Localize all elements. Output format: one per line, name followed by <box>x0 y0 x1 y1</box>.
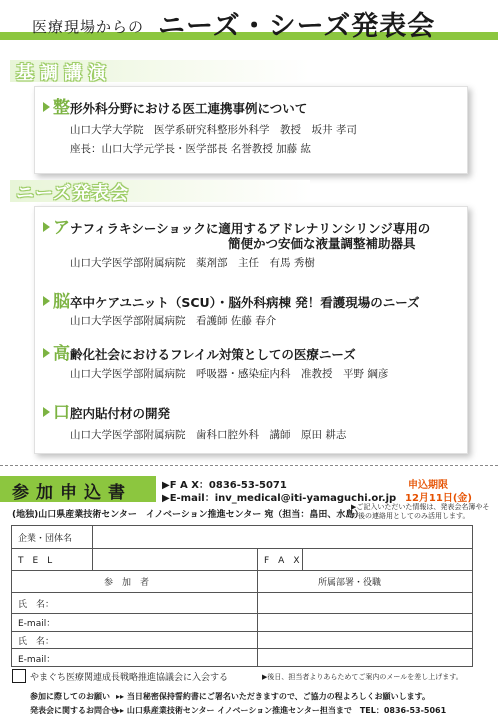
page-title: ニーズ・シーズ発表会 <box>158 11 436 42</box>
needs-speaker-1: 山口大学医学部附属病院 薬剤部 主任 有馬 秀樹 <box>70 257 315 269</box>
fax-label: F A X <box>264 556 300 566</box>
needs-section-title: ニーズ発表会 <box>16 183 130 204</box>
cut-line <box>0 465 498 466</box>
application-form <box>11 525 473 667</box>
needs-speaker-2: 山口大学医学部附属病院 看護師 佐藤 春介 <box>70 315 277 327</box>
needs-speaker-3: 山口大学医学部附属病院 呼吸器・感染症内科 准教授 平野 綱彦 <box>70 368 389 380</box>
bullet-triangle-icon <box>43 407 50 417</box>
bullet-triangle-icon <box>43 222 50 232</box>
form-col-divider <box>92 526 93 570</box>
recipient: (地独)山口県産業技術センター イノベーション推進センター 宛（担当：畠田、水島） <box>12 510 364 520</box>
application-title: 参加申込書 <box>12 483 132 503</box>
fax-contact: ▶F A X：0836-53-5071 <box>162 480 287 491</box>
org-label: 企業・団体名 <box>18 534 73 544</box>
form-row-divider <box>12 570 472 571</box>
bullet-triangle-icon <box>43 296 50 306</box>
form-row-divider <box>12 592 472 593</box>
keynote-chair: 座長：山口大学元学長・医学部長 名誉教授 加藤 紘 <box>70 143 312 155</box>
name-label-2: 氏 名： <box>18 637 55 647</box>
email-label-1: E-mail： <box>18 619 56 629</box>
header-subtitle: 医療現場からの <box>32 18 145 36</box>
needs-topic-1-line2: 簡便かつ安価な液量調整補助器具 <box>228 236 416 251</box>
deadline-date: 12月11日(金) <box>405 493 472 504</box>
needs-topic-1: アナフィラキシーショックに適用するアドレナリンシリンジ専用の <box>53 218 431 238</box>
tel-field[interactable] <box>98 551 252 567</box>
org-field[interactable] <box>98 529 466 545</box>
dept-header: 所属部署・役職 <box>318 578 382 588</box>
form-row-divider <box>12 613 472 614</box>
join-council-note: ▶後日、担当者よりあらためてご案内のメールを差し上げます。 <box>262 673 463 681</box>
keynote-topic <box>53 93 307 118</box>
form-row-divider <box>12 631 472 632</box>
email-contact[interactable]: ▶E-mail：inv_medical@iti-yamaguchi.or.jp <box>162 493 397 504</box>
form-col-divider <box>257 548 258 666</box>
keynote-topic-first: 整 <box>53 98 70 118</box>
needs-topic-4: 口腔内貼付材の開発 <box>53 403 171 423</box>
footer-line-2-label: 発表会に関するお問合せ <box>30 706 118 715</box>
join-council-checkbox[interactable] <box>12 669 26 683</box>
deadline-label: 申込期限 <box>408 480 448 491</box>
keynote-speaker: 山口大学大学院 医学系研究科整形外科学 教授 坂井 孝司 <box>70 124 357 136</box>
keynote-section-title: 基調講演 <box>16 63 112 84</box>
form-row-divider <box>12 648 472 649</box>
keynote-topic-rest: 形外科分野における医工連携事例について <box>70 101 308 116</box>
tel-label: T E L <box>18 556 53 566</box>
name-label-1: 氏 名： <box>18 600 55 610</box>
footer-line-1-label: 参加に際してのお願い <box>30 692 110 701</box>
email-label-2: E-mail： <box>18 655 56 665</box>
privacy-note: ▶ご記入いただいた情報は、発表会名簿やその後の連絡用としてのみ活用します。 <box>351 503 490 520</box>
bullet-triangle-icon <box>43 102 50 112</box>
bullet-triangle-icon <box>43 348 50 358</box>
participant-header: 参 加 者 <box>104 578 150 588</box>
needs-speaker-4: 山口大学医学部附属病院 歯科口腔外科 講師 原田 耕志 <box>70 429 347 441</box>
form-col-divider <box>302 548 303 570</box>
footer-line-1-text: ▸▸ 当日秘密保持誓約書にご署名いただきますので、ご協力の程よろしくお願いします。 <box>116 692 431 701</box>
footer-line-2-text: ▸▸ 山口県産業技術センター イノベーション推進センター担当まで TEL：0836-53-5061 <box>116 706 447 715</box>
fax-field[interactable] <box>308 551 466 567</box>
needs-topic-3: 高齢化社会におけるフレイル対策としての医療ニーズ <box>53 344 356 364</box>
form-row-divider <box>12 548 472 549</box>
needs-topic-2: 脳卒中ケアユニット（SCU）・脳外科病棟 発！看護現場のニーズ <box>53 292 420 312</box>
join-council-label: やまぐち医療関連成長戦略推進協議会に入会する <box>30 673 229 683</box>
